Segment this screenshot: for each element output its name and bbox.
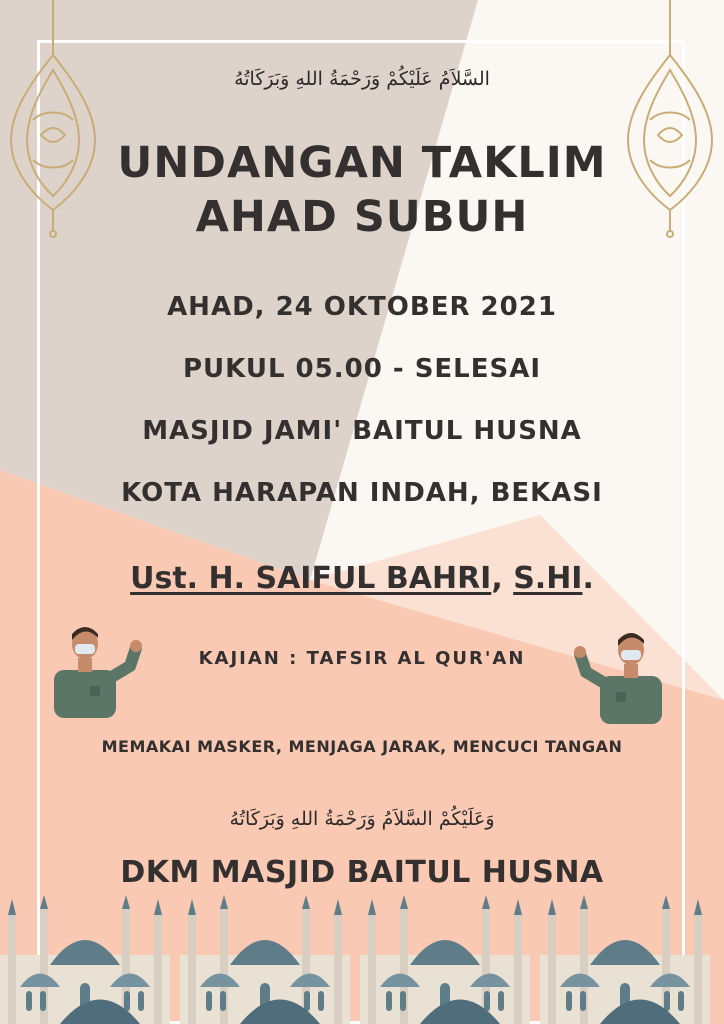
waving-man-masked-icon (572, 628, 668, 728)
mosque-silhouette-icon (0, 895, 724, 1024)
waving-man-masked-icon (48, 622, 144, 722)
health-protocol: MEMAKAI MASKER, MENJAGA JARAK, MENCUCI TANGAN (101, 737, 623, 756)
speaker-name-text: Ust. H. SAIFUL BAHRI (130, 561, 492, 596)
organizer-name: DKM MASJID BAITUL HUSNA (120, 855, 604, 890)
closing-greeting: وَعَلَيْكُمْ السَّلاَمُ وَرَحْمَةُ اللهِ وَبَرَكَاتُهُ (229, 808, 495, 830)
event-date: AHAD, 24 OKTOBER 2021 (167, 292, 557, 322)
speaker-separator: , (491, 561, 503, 596)
event-venue: MASJID JAMI' BAITUL HUSNA (142, 416, 582, 446)
topic-text: KAJIAN : TAFSIR AL QUR'AN (198, 648, 526, 669)
event-city: KOTA HARAPAN INDAH, BEKASI (121, 478, 603, 508)
event-time: PUKUL 05.00 - SELESAI (182, 354, 542, 384)
speaker-degree: S.HI (513, 561, 583, 596)
speaker-name (0, 561, 724, 596)
title-line-2: AHAD SUBUH (195, 192, 529, 242)
title-line-1: UNDANGAN TAKLIM (117, 138, 607, 188)
speaker-end: . (582, 561, 594, 596)
opening-greeting: السَّلاَمُ عَلَيْكُمْ وَرَحْمَةُ اللهِ وَبَرَكَاتُهُ (234, 68, 490, 90)
